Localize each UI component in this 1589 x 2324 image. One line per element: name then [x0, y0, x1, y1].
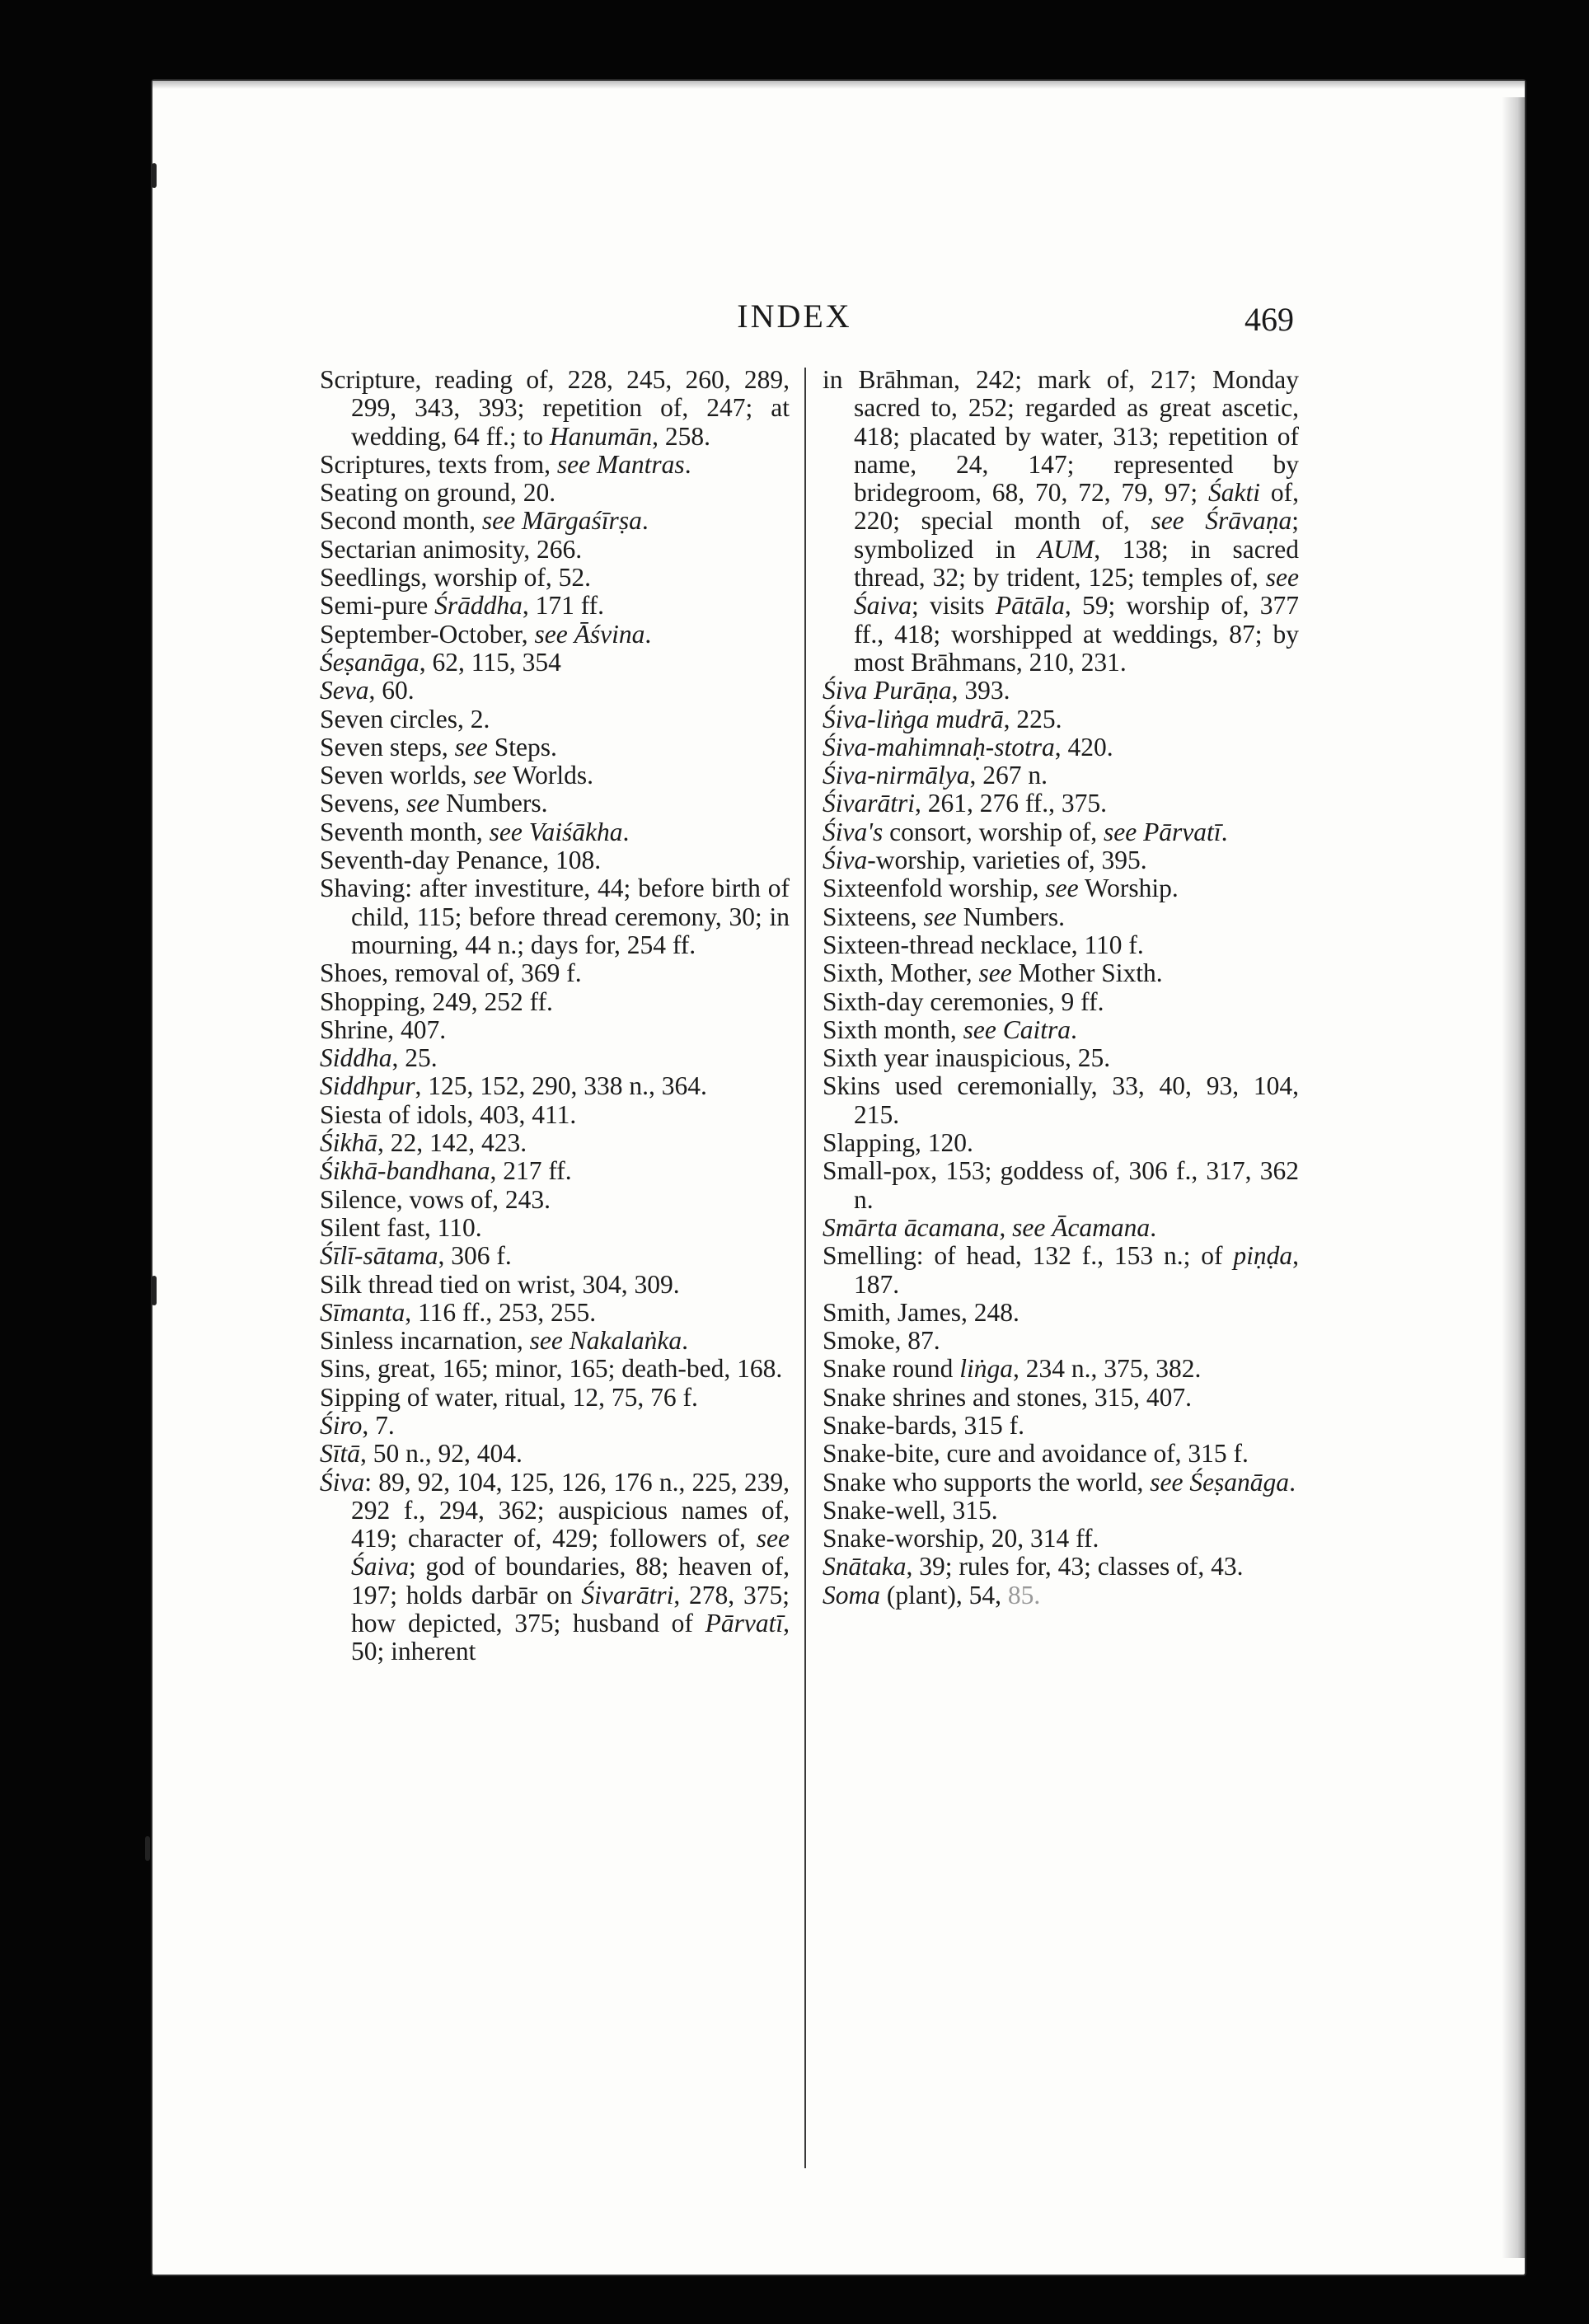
index-entry: [823, 1525, 1299, 1553]
entry-italic-text: Śiva's: [823, 817, 884, 846]
entry-italic-text: liṅga: [959, 1354, 1013, 1384]
entry-text: , 420.: [1054, 732, 1113, 761]
entry-text: .: [1071, 1014, 1077, 1044]
entry-text: Snake-bards, 315 f.: [823, 1410, 1024, 1440]
entry-text: Snake round: [823, 1354, 960, 1384]
index-entry: [823, 1299, 1299, 1327]
entry-italic-text: Śiva-mahimnaḥ-stotra: [823, 732, 1055, 761]
index-column-right: [823, 366, 1299, 1609]
entry-text: Scripture, reading of, 228, 245, 260, 289, 299, 343, 393; repetition of, 247; at wedding, 64 ff.; to: [320, 365, 790, 451]
entry-text: .: [1221, 817, 1228, 846]
entry-text: Numbers.: [956, 902, 1065, 931]
entry-italic-text: see Śrāvaṇa: [1151, 506, 1292, 536]
entry-italic-text: see: [406, 789, 440, 818]
entry-text: Slapping, 120.: [823, 1128, 973, 1158]
index-entry: [823, 733, 1299, 761]
entry-text: , 7.: [362, 1410, 395, 1440]
index-entry: [320, 1016, 790, 1044]
index-entry: [320, 1469, 790, 1666]
entry-text: , 22, 142, 423.: [377, 1128, 527, 1158]
entry-text: Snake shrines and stones, 315, 407.: [823, 1382, 1192, 1412]
entry-text: , 306 f.: [438, 1241, 512, 1271]
entry-text: , 234 n., 375, 382.: [1013, 1354, 1202, 1384]
entry-text: Smoke, 87.: [823, 1326, 940, 1356]
entry-italic-text: Śakti: [1207, 478, 1260, 508]
index-entry: [320, 507, 790, 535]
entry-text: .: [641, 506, 649, 536]
entry-text: , 59; worship of, 377 ff., 418; worshipped at weddings, 87; by most Brāhmans, 210, 231.: [854, 591, 1299, 677]
entry-italic-text: Śiva: [320, 1467, 365, 1497]
index-entry: [320, 366, 790, 451]
entry-italic-text: Śikhā: [320, 1128, 377, 1158]
entry-italic-text: Pātāla: [995, 591, 1065, 621]
page-right-edge: [1502, 97, 1525, 2258]
index-entry: [823, 1157, 1299, 1214]
index-entry: [320, 564, 790, 592]
index-entry: [823, 1016, 1299, 1044]
entry-text: Seating on ground, 20.: [320, 478, 556, 508]
entry-italic-text: see Mantras: [556, 449, 685, 479]
entry-italic-text: Śeṣanāga: [320, 647, 420, 677]
index-entry: [823, 677, 1299, 705]
index-column-left: [320, 366, 790, 1666]
entry-text: ; god of boundaries, 88; heaven of, 197; holds darbār on: [351, 1552, 790, 1609]
entry-italic-text: Sīmanta: [320, 1297, 405, 1327]
entry-text: Sixth-day ceremonies, 9 ff.: [823, 986, 1104, 1016]
entry-text: in Brāhman, 242; mark of, 217; Monday sacred to, 252; regarded as great ascetic, 418; placated by water, 313; repetition of name, 24, 147; represented by bridegroom, 68, 70, 72, 79, 97;: [823, 365, 1299, 508]
entry-text: Sixteens,: [823, 902, 924, 931]
entry-text: Sixth year inauspicious, 25.: [823, 1043, 1111, 1073]
entry-italic-text: Śivarātri: [581, 1580, 674, 1609]
index-entry: [320, 705, 790, 733]
entry-text: Sipping of water, ritual, 12, 75, 76 f.: [320, 1382, 698, 1412]
index-entry: [320, 1412, 790, 1440]
entry-text: Snake-well, 315.: [823, 1495, 998, 1525]
entry-text: Snake who supports the world,: [823, 1467, 1151, 1497]
index-entry: [823, 903, 1299, 931]
index-entry: [320, 1299, 790, 1327]
index-entry: [320, 536, 790, 564]
index-entry: [823, 874, 1299, 902]
index-entry: [320, 1384, 790, 1412]
entry-italic-text: see Śaiva: [854, 563, 1299, 621]
page-title: INDEX: [737, 298, 852, 335]
index-entry: [823, 366, 1299, 677]
index-entry: [823, 931, 1299, 959]
entry-text: , 39; rules for, 43; classes of, 43.: [906, 1552, 1244, 1581]
binding-mark: [152, 163, 157, 188]
index-entry: [320, 761, 790, 790]
index-entry: [320, 1186, 790, 1214]
index-entry: [320, 988, 790, 1016]
entry-italic-text: Śiva Purāṇa: [823, 676, 952, 705]
entry-text: Silent fast, 110.: [320, 1212, 482, 1242]
index-entry: [320, 1327, 790, 1355]
entry-italic-text: see Caitra: [963, 1014, 1071, 1044]
entry-text: Shrine, 407.: [320, 1014, 447, 1044]
index-entry: [320, 479, 790, 507]
index-entry: [320, 1101, 790, 1129]
entry-italic-text: see Śeṣanāga: [1150, 1467, 1290, 1497]
index-entry: [823, 1553, 1299, 1581]
entry-italic-text: piṇḍa: [1233, 1241, 1293, 1271]
index-entry: [320, 1157, 790, 1185]
entry-text: -worship, varieties of, 395.: [867, 846, 1147, 875]
entry-text: Seven circles, 2.: [320, 704, 490, 733]
entry-italic-text: Siddha: [320, 1043, 392, 1073]
index-entry: [823, 705, 1299, 733]
index-entry: [320, 1242, 790, 1270]
entry-text: Seedlings, worship of, 52.: [320, 563, 591, 593]
column-divider: [804, 368, 806, 2168]
entry-text: Skins used ceremonially, 33, 40, 93, 104, 215.: [823, 1071, 1299, 1129]
entry-text: Sixteen-thread necklace, 110 f.: [823, 930, 1144, 959]
entry-text: Seventh month,: [320, 817, 490, 846]
entry-text: Seventh-day Penance, 108.: [320, 846, 602, 875]
entry-text: of, 220; special month of,: [854, 478, 1299, 536]
index-entry: [320, 959, 790, 987]
index-entry: [823, 1214, 1299, 1242]
entry-italic-text: Sītā: [320, 1439, 361, 1469]
entry-italic-text: see: [1045, 874, 1079, 903]
index-entry: [320, 451, 790, 479]
index-entry: [823, 1072, 1299, 1129]
index-entry: [320, 1072, 790, 1100]
entry-text: , 187.: [854, 1241, 1299, 1299]
entry-text: Sevens,: [320, 789, 406, 818]
binding-mark: [152, 1276, 157, 1305]
entry-italic-text: Hanumān: [549, 421, 653, 451]
entry-italic-text: Smārta ācamana, see Ācamana: [823, 1212, 1151, 1242]
entry-italic-text: Śiro: [320, 1410, 363, 1440]
index-entry: [823, 1044, 1299, 1072]
index-entry: [320, 592, 790, 620]
entry-text: , 25.: [391, 1043, 438, 1073]
entry-italic-text: see Vaiśākha: [489, 817, 623, 846]
entry-text: Silk thread tied on wrist, 304, 309.: [320, 1269, 680, 1299]
entry-text: Steps.: [487, 732, 557, 761]
entry-text: , 138; in sacred thread, 32; by trident, 125; temples of,: [854, 534, 1299, 593]
entry-italic-text: Śīlī-sātama: [320, 1241, 438, 1271]
entry-text: Shoes, removal of, 369 f.: [320, 958, 582, 988]
index-entry: [823, 1129, 1299, 1157]
entry-text: 85.: [1007, 1580, 1041, 1609]
index-entry: [823, 761, 1299, 790]
entry-text: , 62, 115, 354: [419, 647, 561, 677]
binding-mark: [145, 1836, 150, 1861]
index-entry: [320, 677, 790, 705]
entry-text: , 267 n.: [969, 761, 1048, 790]
index-entry: [320, 846, 790, 874]
entry-italic-text: Śivarātri: [823, 789, 916, 818]
entry-text: .: [682, 1326, 689, 1356]
index-entry: [320, 1271, 790, 1299]
entry-text: , 171 ff.: [522, 591, 605, 621]
entry-italic-text: Seva: [320, 676, 369, 705]
entry-text: Shaving: after investiture, 44; before birth of child, 115; before thread ceremony, 30; in mourning, 44 n.; days for, 254 ff.: [320, 874, 790, 959]
entry-text: .: [622, 817, 630, 846]
entry-italic-text: Śrāddha: [434, 591, 523, 621]
entry-text: .: [645, 619, 652, 649]
index-entry: [320, 1044, 790, 1072]
index-entry: [320, 1355, 790, 1383]
index-entry: [823, 818, 1299, 846]
entry-italic-text: Śiva: [823, 846, 868, 875]
entry-italic-text: see Nakalaṅka: [529, 1326, 682, 1356]
entry-text: ; symbolized in: [854, 506, 1300, 564]
entry-italic-text: Śiva-nirmālya: [823, 761, 970, 790]
entry-text: Smith, James, 248.: [823, 1297, 1019, 1327]
entry-italic-text: see: [473, 761, 507, 790]
entry-text: Sixth, Mother,: [823, 958, 979, 988]
index-entry: [823, 1384, 1299, 1412]
entry-text: Smelling: of head, 132 f., 153 n.; of: [823, 1241, 1234, 1271]
entry-text: Semi-pure: [320, 591, 435, 621]
entry-text: Worlds.: [506, 761, 593, 790]
index-entry: [823, 1412, 1299, 1440]
entry-italic-text: Soma: [823, 1580, 880, 1609]
entry-italic-text: see Pārvatī: [1103, 817, 1221, 846]
index-entry: [320, 874, 790, 959]
entry-italic-text: see Śaiva: [351, 1524, 790, 1581]
index-entry: [823, 959, 1299, 987]
entry-text: , 50; inherent: [351, 1609, 790, 1666]
index-entry: [823, 1242, 1299, 1299]
entry-text: .: [1150, 1212, 1157, 1242]
entry-text: Seven steps,: [320, 732, 455, 761]
entry-text: , 116 ff., 253, 255.: [405, 1297, 597, 1327]
entry-text: Numbers.: [439, 789, 548, 818]
index-entry: [823, 1469, 1299, 1497]
index-entry: [320, 818, 790, 846]
index-entry: [823, 790, 1299, 818]
index-entry: [320, 1214, 790, 1242]
index-entry: [823, 1327, 1299, 1355]
entry-text: .: [684, 449, 691, 479]
entry-text: , 217 ff.: [490, 1156, 572, 1186]
index-entry: [320, 621, 790, 649]
index-entry: [823, 1355, 1299, 1383]
index-entry: [823, 988, 1299, 1016]
entry-text: Sins, great, 165; minor, 165; death-bed, 168.: [320, 1354, 783, 1384]
entry-italic-text: Siddhpur: [320, 1071, 415, 1101]
entry-text: Mother Sixth.: [1011, 958, 1163, 988]
entry-text: , 225.: [1003, 704, 1062, 733]
entry-text: : 89, 92, 104, 125, 126, 176 n., 225, 239, 292 f., 294, 362; auspicious names of, 419; character of, 429; followers of,: [351, 1467, 790, 1553]
entry-text: Sectarian animosity, 266.: [320, 534, 583, 564]
entry-italic-text: Śiva-liṅga mudrā: [823, 704, 1004, 733]
entry-text: Small-pox, 153; goddess of, 306 f., 317, 362 n.: [823, 1156, 1299, 1214]
entry-italic-text: see Mārgaśīrṣa: [481, 506, 642, 536]
index-entry: [320, 790, 790, 818]
entry-text: ; visits: [911, 591, 996, 621]
index-entry: [320, 733, 790, 761]
entry-text: , 125, 152, 290, 338 n., 364.: [415, 1071, 707, 1101]
index-entry: [823, 1581, 1299, 1609]
entry-italic-text: see: [923, 902, 957, 931]
entry-text: Worship.: [1078, 874, 1179, 903]
entry-text: Snake-bite, cure and avoidance of, 315 f.: [823, 1439, 1249, 1469]
entry-text: , 278, 375; how depicted, 375; husband of: [351, 1580, 790, 1638]
entry-italic-text: see Āśvina: [534, 619, 645, 649]
entry-text: .: [1289, 1467, 1296, 1497]
entry-text: Silence, vows of, 243.: [320, 1184, 551, 1214]
entry-text: Sixteenfold worship,: [823, 874, 1046, 903]
index-entry: [320, 1440, 790, 1468]
entry-italic-text: see: [978, 958, 1012, 988]
entry-text: (plant), 54,: [880, 1580, 1008, 1609]
entry-text: , 261, 276 ff., 375.: [915, 789, 1108, 818]
index-entry: [320, 649, 790, 677]
entry-text: , 50 n., 92, 404.: [360, 1439, 523, 1469]
index-entry: [320, 1129, 790, 1157]
entry-italic-text: see: [454, 732, 488, 761]
entry-italic-text: Śikhā-bandhana: [320, 1156, 490, 1186]
index-entry: [823, 846, 1299, 874]
page-top-edge: [152, 81, 1525, 89]
entry-italic-text: Snātaka: [823, 1552, 907, 1581]
entry-text: Siesta of idols, 403, 411.: [320, 1099, 577, 1129]
entry-text: , 393.: [951, 676, 1010, 705]
entry-italic-text: Pārvatī: [705, 1609, 784, 1638]
entry-text: Sinless incarnation,: [320, 1326, 530, 1356]
index-entry: [823, 1497, 1299, 1525]
entry-text: Sixth month,: [823, 1014, 963, 1044]
entry-text: , 258.: [652, 421, 711, 451]
entry-text: , 60.: [368, 676, 415, 705]
entry-text: Second month,: [320, 506, 482, 536]
entry-text: consort, worship of,: [883, 817, 1104, 846]
entry-italic-text: AUM: [1038, 534, 1094, 564]
entry-text: Snake-worship, 20, 314 ff.: [823, 1524, 1099, 1553]
index-entry: [823, 1440, 1299, 1468]
entry-text: Shopping, 249, 252 ff.: [320, 986, 553, 1016]
entry-text: September-October,: [320, 619, 535, 649]
entry-text: Scriptures, texts from,: [320, 449, 557, 479]
page-number: 469: [1244, 301, 1294, 338]
entry-text: Seven worlds,: [320, 761, 474, 790]
